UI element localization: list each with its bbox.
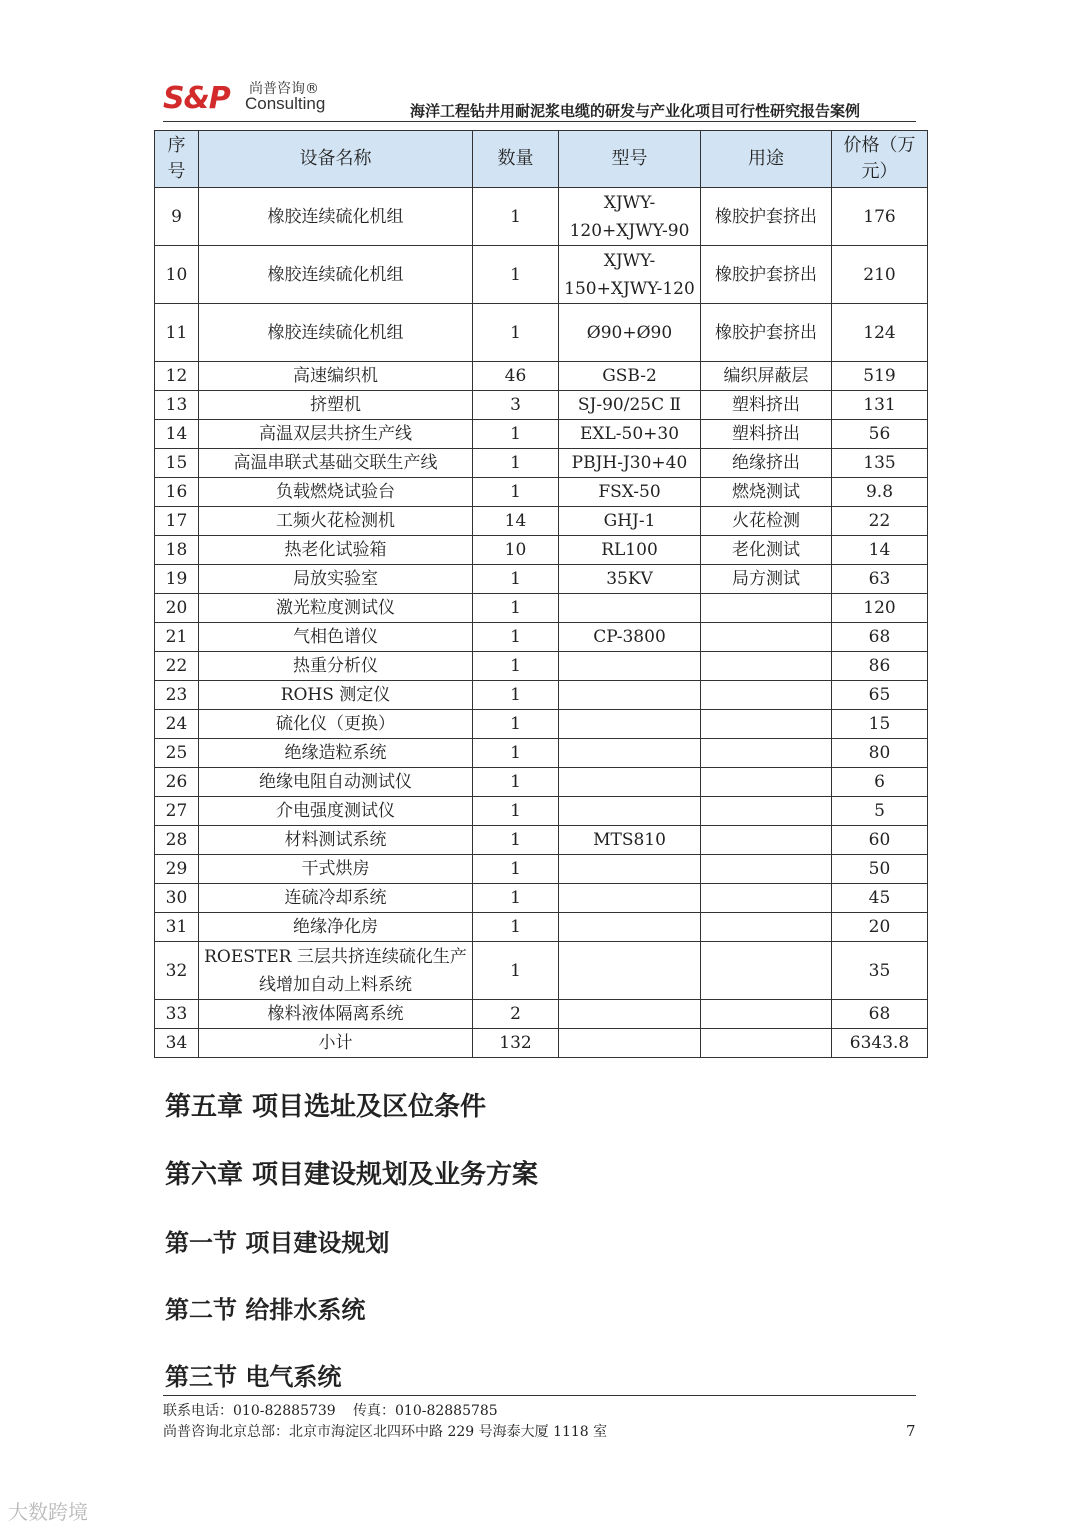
cell-model: RL100 bbox=[559, 536, 701, 565]
cell-no: 21 bbox=[155, 623, 199, 652]
cell-name: 气相色谱仪 bbox=[199, 623, 473, 652]
cell-qty: 1 bbox=[473, 855, 559, 884]
cell-price: 80 bbox=[832, 739, 928, 768]
cell-use: 局方测试 bbox=[701, 565, 832, 594]
cell-qty: 1 bbox=[473, 884, 559, 913]
header-divider bbox=[163, 121, 916, 122]
chapter-5-heading: 第五章 项目选址及区位条件 bbox=[165, 1092, 487, 1122]
cell-name: ROHS 测定仪 bbox=[199, 681, 473, 710]
logo-english-name: Consulting bbox=[245, 94, 326, 113]
cell-use: 老化测试 bbox=[701, 536, 832, 565]
cell-model bbox=[559, 681, 701, 710]
cell-price: 63 bbox=[832, 565, 928, 594]
cell-no: 26 bbox=[155, 768, 199, 797]
cell-qty: 46 bbox=[473, 362, 559, 391]
cell-no: 28 bbox=[155, 826, 199, 855]
table-row bbox=[155, 507, 928, 536]
cell-use bbox=[701, 681, 832, 710]
table-row bbox=[155, 623, 928, 652]
cell-no: 15 bbox=[155, 449, 199, 478]
table-header-row bbox=[155, 131, 928, 188]
cell-name: 负载燃烧试验台 bbox=[199, 478, 473, 507]
cell-name: 橡胶连续硫化机组 bbox=[199, 188, 473, 246]
cell-name: 绝缘造粒系统 bbox=[199, 739, 473, 768]
footer-address: 尚普咨询北京总部：北京市海淀区北四环中路 229 号海泰大厦 1118 室 bbox=[163, 1424, 608, 1440]
cell-qty: 132 bbox=[473, 1029, 559, 1058]
table-row bbox=[155, 942, 928, 1000]
page-header bbox=[163, 76, 916, 122]
cell-name: 挤塑机 bbox=[199, 391, 473, 420]
cell-use: 绝缘挤出 bbox=[701, 449, 832, 478]
col-header-no: 序号 bbox=[155, 131, 199, 188]
cell-model bbox=[559, 594, 701, 623]
cell-qty: 1 bbox=[473, 942, 559, 1000]
cell-price: 6343.8 bbox=[832, 1029, 928, 1058]
table-row bbox=[155, 739, 928, 768]
cell-qty: 1 bbox=[473, 478, 559, 507]
table-row bbox=[155, 855, 928, 884]
cell-use: 火花检测 bbox=[701, 507, 832, 536]
cell-use: 编织屏蔽层 bbox=[701, 362, 832, 391]
table-row bbox=[155, 1000, 928, 1029]
cell-price: 135 bbox=[832, 449, 928, 478]
table-row bbox=[155, 420, 928, 449]
table-row bbox=[155, 362, 928, 391]
cell-price: 15 bbox=[832, 710, 928, 739]
table-row bbox=[155, 710, 928, 739]
cell-model: GHJ-1 bbox=[559, 507, 701, 536]
cell-no: 17 bbox=[155, 507, 199, 536]
cell-name: 干式烘房 bbox=[199, 855, 473, 884]
cell-no: 22 bbox=[155, 652, 199, 681]
cell-price: 65 bbox=[832, 681, 928, 710]
cell-use bbox=[701, 623, 832, 652]
cell-model bbox=[559, 1000, 701, 1029]
table-row bbox=[155, 391, 928, 420]
cell-no: 13 bbox=[155, 391, 199, 420]
section-3-heading: 第三节 电气系统 bbox=[165, 1363, 342, 1391]
cell-qty: 1 bbox=[473, 246, 559, 304]
cell-no: 29 bbox=[155, 855, 199, 884]
table-row bbox=[155, 652, 928, 681]
cell-no: 9 bbox=[155, 188, 199, 246]
cell-use: 橡胶护套挤出 bbox=[701, 246, 832, 304]
col-header-use: 用途 bbox=[701, 131, 832, 188]
cell-qty: 1 bbox=[473, 304, 559, 362]
footer-fax: 传真：010-82885785 bbox=[353, 1403, 498, 1419]
cell-model bbox=[559, 942, 701, 1000]
cell-qty: 1 bbox=[473, 449, 559, 478]
cell-no: 20 bbox=[155, 594, 199, 623]
cell-name: 高温串联式基础交联生产线 bbox=[199, 449, 473, 478]
cell-use bbox=[701, 652, 832, 681]
cell-use bbox=[701, 913, 832, 942]
cell-price: 68 bbox=[832, 623, 928, 652]
cell-qty: 1 bbox=[473, 826, 559, 855]
cell-no: 27 bbox=[155, 797, 199, 826]
cell-no: 34 bbox=[155, 1029, 199, 1058]
cell-name: 硫化仪（更换） bbox=[199, 710, 473, 739]
cell-model: PBJH-J30+40 bbox=[559, 449, 701, 478]
table-row bbox=[155, 797, 928, 826]
table-row bbox=[155, 536, 928, 565]
cell-name: 绝缘净化房 bbox=[199, 913, 473, 942]
cell-use: 塑料挤出 bbox=[701, 420, 832, 449]
cell-price: 124 bbox=[832, 304, 928, 362]
cell-use bbox=[701, 594, 832, 623]
cell-model bbox=[559, 1029, 701, 1058]
cell-qty: 1 bbox=[473, 739, 559, 768]
watermark: 大数跨境 bbox=[8, 1500, 88, 1524]
cell-qty: 1 bbox=[473, 710, 559, 739]
cell-price: 22 bbox=[832, 507, 928, 536]
section-2-heading: 第二节 给排水系统 bbox=[165, 1296, 366, 1324]
cell-use bbox=[701, 710, 832, 739]
cell-model bbox=[559, 652, 701, 681]
table-row bbox=[155, 1029, 928, 1058]
cell-price: 9.8 bbox=[832, 478, 928, 507]
logo-mark: S&P bbox=[163, 81, 230, 116]
cell-model: CP-3800 bbox=[559, 623, 701, 652]
cell-price: 5 bbox=[832, 797, 928, 826]
cell-qty: 1 bbox=[473, 420, 559, 449]
cell-name: 橡胶连续硫化机组 bbox=[199, 304, 473, 362]
table-row bbox=[155, 304, 928, 362]
cell-qty: 1 bbox=[473, 797, 559, 826]
cell-use: 塑料挤出 bbox=[701, 391, 832, 420]
cell-use bbox=[701, 942, 832, 1000]
table-row bbox=[155, 681, 928, 710]
cell-price: 519 bbox=[832, 362, 928, 391]
cell-model: MTS810 bbox=[559, 826, 701, 855]
section-1-heading: 第一节 项目建设规划 bbox=[165, 1229, 390, 1257]
cell-no: 14 bbox=[155, 420, 199, 449]
cell-name: 热老化试验箱 bbox=[199, 536, 473, 565]
cell-qty: 1 bbox=[473, 565, 559, 594]
page-number: 7 bbox=[906, 1422, 916, 1440]
cell-use bbox=[701, 855, 832, 884]
cell-no: 19 bbox=[155, 565, 199, 594]
cell-no: 32 bbox=[155, 942, 199, 1000]
cell-use: 橡胶护套挤出 bbox=[701, 188, 832, 246]
cell-no: 25 bbox=[155, 739, 199, 768]
cell-name: 热重分析仪 bbox=[199, 652, 473, 681]
cell-price: 35 bbox=[832, 942, 928, 1000]
cell-use bbox=[701, 826, 832, 855]
table-row bbox=[155, 884, 928, 913]
table-row bbox=[155, 478, 928, 507]
cell-use bbox=[701, 739, 832, 768]
table-row bbox=[155, 768, 928, 797]
table-row bbox=[155, 594, 928, 623]
cell-model: FSX-50 bbox=[559, 478, 701, 507]
cell-price: 120 bbox=[832, 594, 928, 623]
logo-chinese-name: 尚普咨询® bbox=[249, 81, 319, 97]
cell-price: 210 bbox=[832, 246, 928, 304]
cell-model: XJWY-150+XJWY-120 bbox=[559, 246, 701, 304]
cell-price: 6 bbox=[832, 768, 928, 797]
cell-use bbox=[701, 768, 832, 797]
cell-price: 86 bbox=[832, 652, 928, 681]
cell-no: 31 bbox=[155, 913, 199, 942]
table-row bbox=[155, 246, 928, 304]
cell-no: 24 bbox=[155, 710, 199, 739]
cell-price: 60 bbox=[832, 826, 928, 855]
col-header-name: 设备名称 bbox=[199, 131, 473, 188]
cell-model: XJWY-120+XJWY-90 bbox=[559, 188, 701, 246]
cell-use bbox=[701, 1000, 832, 1029]
cell-qty: 1 bbox=[473, 913, 559, 942]
cell-price: 56 bbox=[832, 420, 928, 449]
cell-use: 燃烧测试 bbox=[701, 478, 832, 507]
cell-no: 33 bbox=[155, 1000, 199, 1029]
cell-model bbox=[559, 913, 701, 942]
col-header-price: 价格（万元） bbox=[832, 131, 928, 188]
cell-qty: 1 bbox=[473, 623, 559, 652]
cell-no: 30 bbox=[155, 884, 199, 913]
cell-price: 50 bbox=[832, 855, 928, 884]
cell-no: 11 bbox=[155, 304, 199, 362]
table-row bbox=[155, 826, 928, 855]
cell-no: 12 bbox=[155, 362, 199, 391]
cell-name: 橡料液体隔离系统 bbox=[199, 1000, 473, 1029]
cell-no: 23 bbox=[155, 681, 199, 710]
cell-no: 10 bbox=[155, 246, 199, 304]
cell-model: SJ-90/25C Ⅱ bbox=[559, 391, 701, 420]
cell-use bbox=[701, 797, 832, 826]
cell-qty: 10 bbox=[473, 536, 559, 565]
table-row bbox=[155, 565, 928, 594]
cell-model: EXL-50+30 bbox=[559, 420, 701, 449]
cell-price: 131 bbox=[832, 391, 928, 420]
cell-qty: 2 bbox=[473, 1000, 559, 1029]
col-header-model: 型号 bbox=[559, 131, 701, 188]
cell-model bbox=[559, 855, 701, 884]
cell-model: GSB-2 bbox=[559, 362, 701, 391]
cell-qty: 3 bbox=[473, 391, 559, 420]
cell-qty: 1 bbox=[473, 681, 559, 710]
cell-qty: 1 bbox=[473, 652, 559, 681]
cell-name: 工频火花检测机 bbox=[199, 507, 473, 536]
cell-use bbox=[701, 1029, 832, 1058]
cell-qty: 1 bbox=[473, 594, 559, 623]
cell-model bbox=[559, 768, 701, 797]
cell-no: 16 bbox=[155, 478, 199, 507]
table-row bbox=[155, 913, 928, 942]
cell-model: 35KV bbox=[559, 565, 701, 594]
cell-model: Ø90+Ø90 bbox=[559, 304, 701, 362]
report-title: 海洋工程钻井用耐泥浆电缆的研发与产业化项目可行性研究报告案例 bbox=[409, 102, 860, 120]
chapter-6-heading: 第六章 项目建设规划及业务方案 bbox=[165, 1160, 539, 1190]
cell-name: 连硫冷却系统 bbox=[199, 884, 473, 913]
cell-use: 橡胶护套挤出 bbox=[701, 304, 832, 362]
cell-use bbox=[701, 884, 832, 913]
table-row bbox=[155, 188, 928, 246]
cell-name: 小计 bbox=[199, 1029, 473, 1058]
cell-name: 高速编织机 bbox=[199, 362, 473, 391]
cell-qty: 1 bbox=[473, 188, 559, 246]
cell-price: 14 bbox=[832, 536, 928, 565]
cell-model bbox=[559, 710, 701, 739]
cell-model bbox=[559, 797, 701, 826]
table-row bbox=[155, 449, 928, 478]
col-header-qty: 数量 bbox=[473, 131, 559, 188]
cell-no: 18 bbox=[155, 536, 199, 565]
cell-name: 材料测试系统 bbox=[199, 826, 473, 855]
cell-price: 45 bbox=[832, 884, 928, 913]
cell-name: 局放实验室 bbox=[199, 565, 473, 594]
cell-name: 高温双层共挤生产线 bbox=[199, 420, 473, 449]
cell-qty: 1 bbox=[473, 768, 559, 797]
cell-model bbox=[559, 739, 701, 768]
cell-price: 20 bbox=[832, 913, 928, 942]
footer-divider bbox=[163, 1395, 916, 1396]
equipment-table bbox=[154, 130, 928, 1058]
cell-model bbox=[559, 884, 701, 913]
cell-name: 介电强度测试仪 bbox=[199, 797, 473, 826]
footer-phone: 联系电话：010-82885739 bbox=[163, 1403, 336, 1419]
cell-name: 绝缘电阻自动测试仪 bbox=[199, 768, 473, 797]
cell-price: 68 bbox=[832, 1000, 928, 1029]
cell-qty: 14 bbox=[473, 507, 559, 536]
cell-name: 激光粒度测试仪 bbox=[199, 594, 473, 623]
cell-price: 176 bbox=[832, 188, 928, 246]
cell-name: 橡胶连续硫化机组 bbox=[199, 246, 473, 304]
cell-name: ROESTER 三层共挤连续硫化生产线增加自动上料系统 bbox=[199, 942, 473, 1000]
